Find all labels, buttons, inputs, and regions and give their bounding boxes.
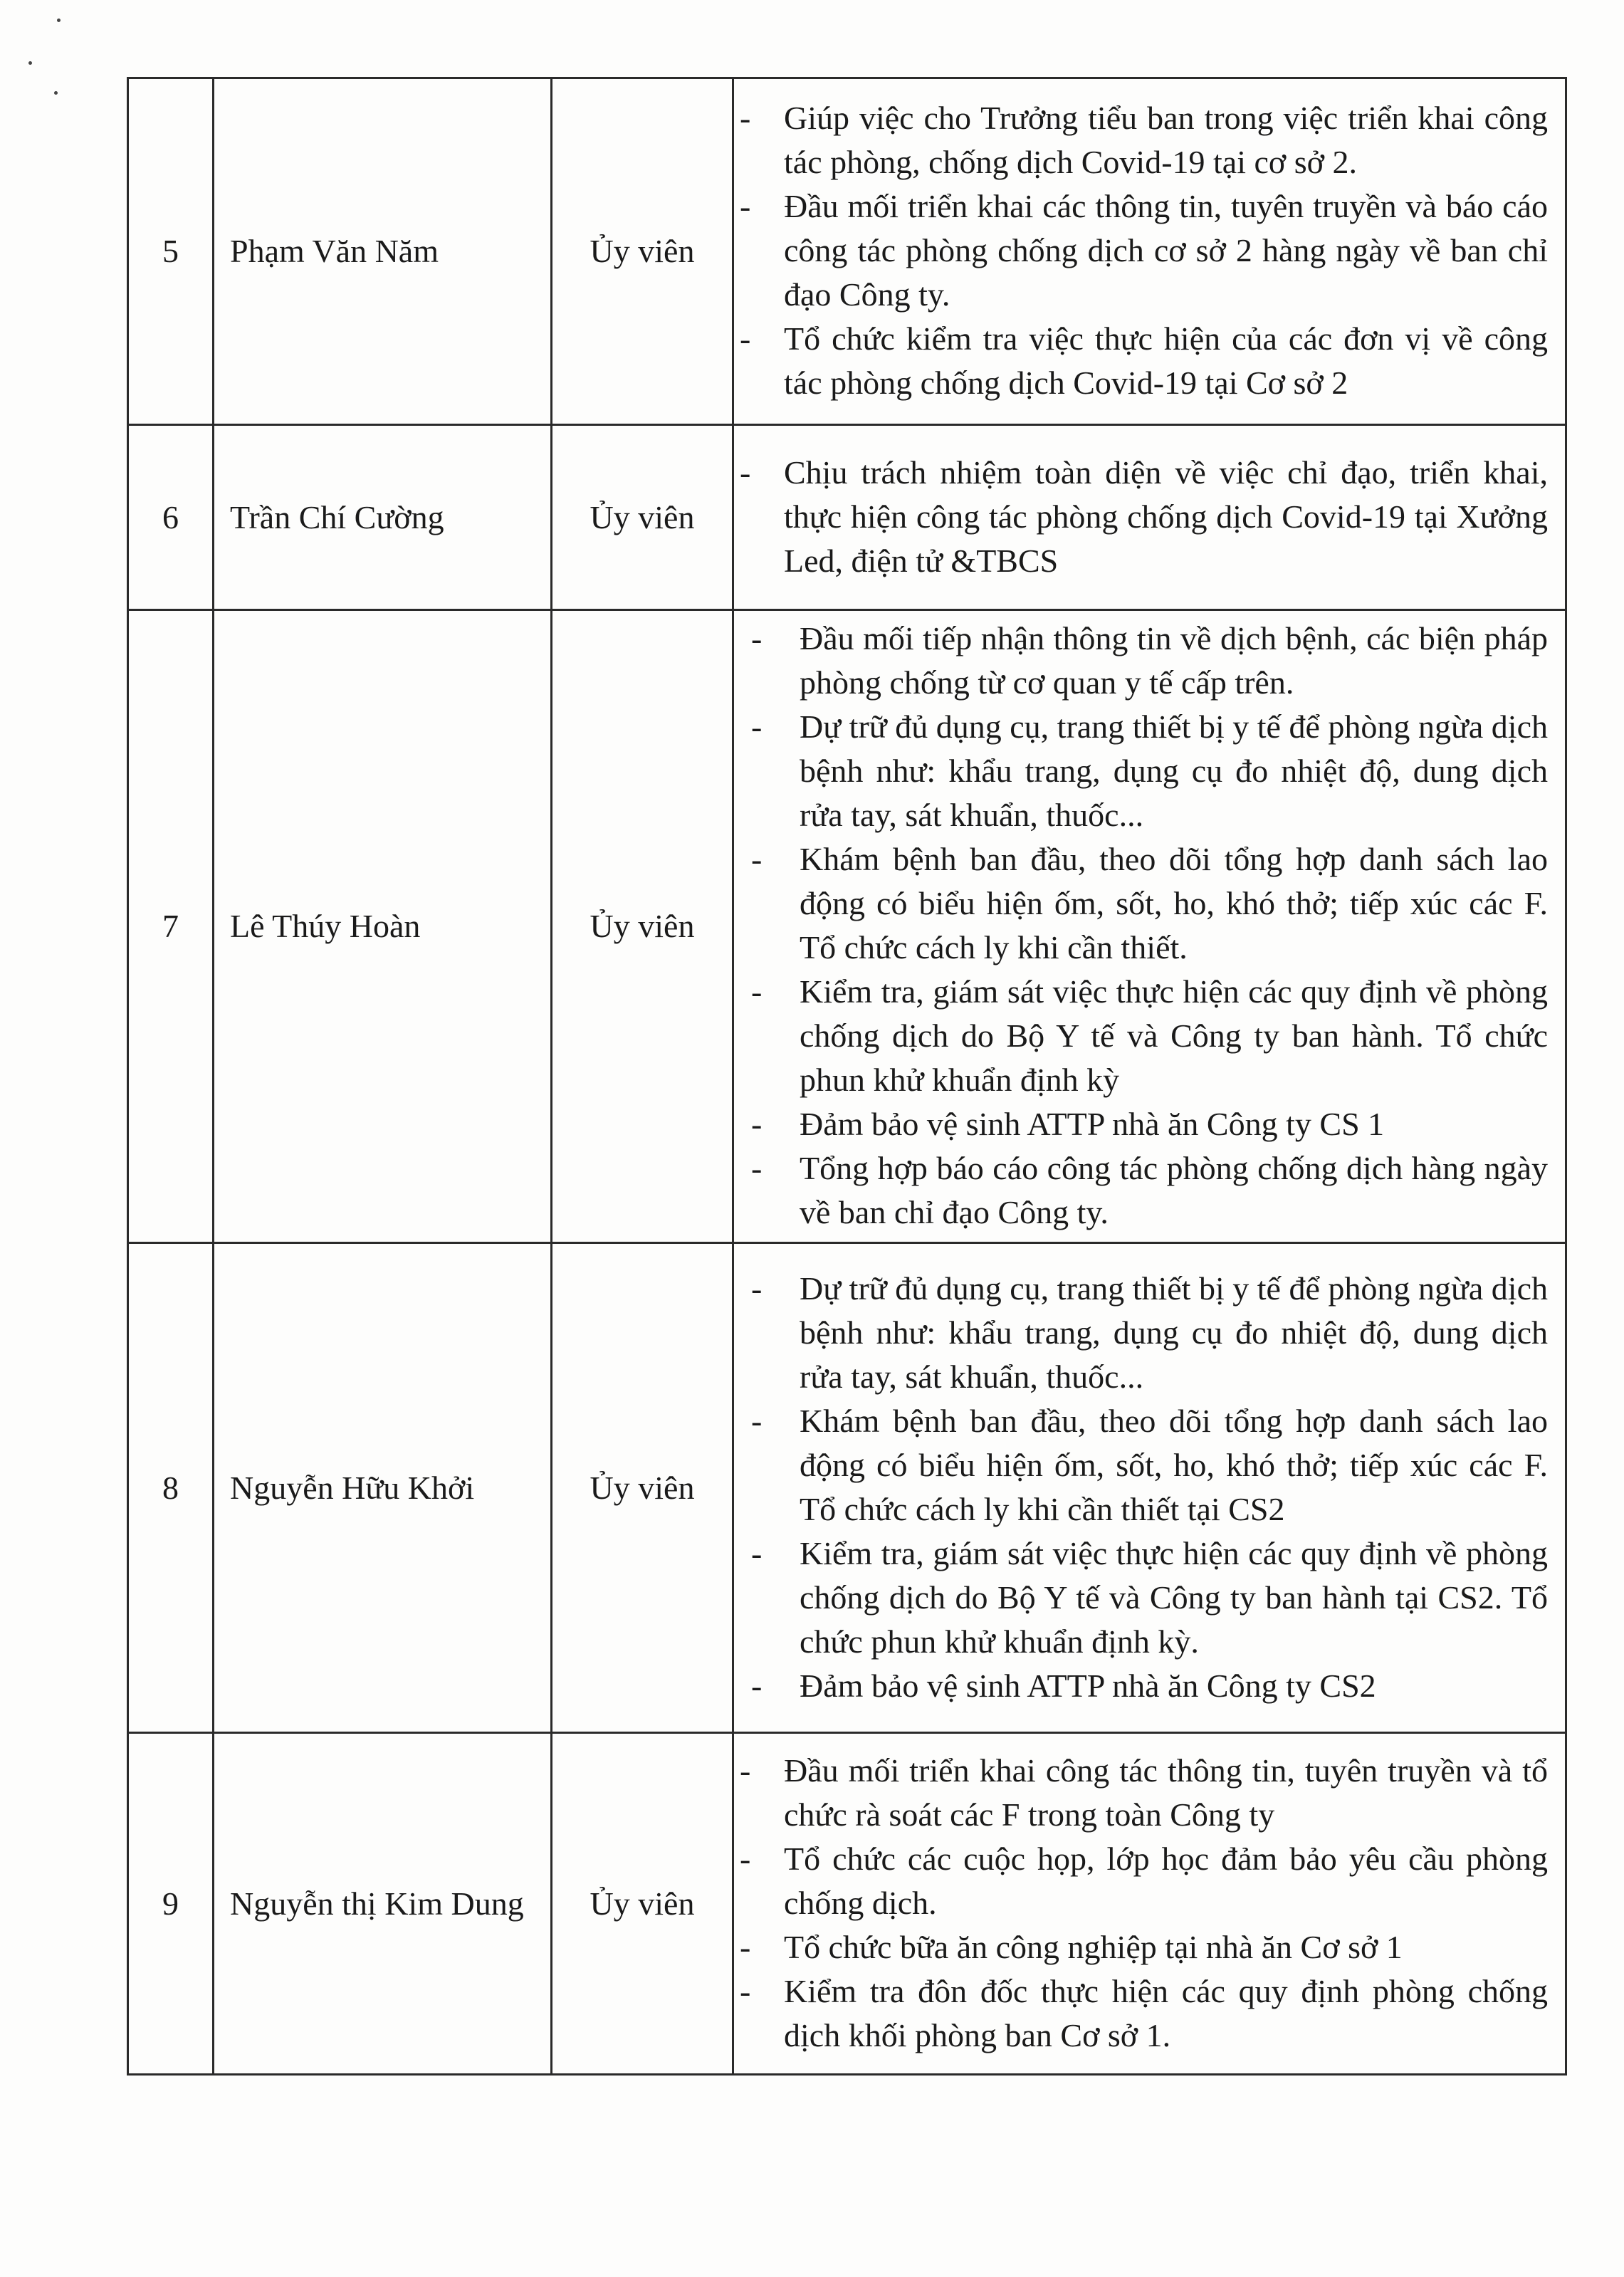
task-list (740, 1749, 1548, 2058)
duty-cell (733, 1243, 1566, 1733)
row-number: 5 (128, 78, 214, 425)
task-list (744, 617, 1548, 1235)
member-role: Ủy viên (552, 1243, 733, 1733)
table-row (128, 425, 1566, 610)
task-item (740, 1925, 1548, 1969)
duty-cell (733, 425, 1566, 610)
task-item (744, 1399, 1548, 1532)
task-item (744, 970, 1548, 1102)
task-item (740, 96, 1548, 184)
scan-speck (54, 91, 58, 95)
task-item (744, 1102, 1548, 1146)
task-item (740, 317, 1548, 405)
row-number: 9 (128, 1733, 214, 2075)
task-item (744, 705, 1548, 837)
task-text: Kiểm tra, giám sát việc thực hiện các quy định về phòng chống dịch do Bộ Y tế và Công ty ban hành. Tổ chức phun khử khuẩn định kỳ (800, 973, 1548, 1098)
task-text: Đầu mối tiếp nhận thông tin về dịch bệnh, các biện pháp phòng chống từ cơ quan y tế cấp trên. (800, 620, 1548, 701)
bullet-dash: - (751, 620, 763, 656)
bullet-dash: - (751, 1534, 763, 1571)
bullet-dash: - (751, 1150, 763, 1186)
task-list (744, 1267, 1548, 1708)
table-row (128, 1243, 1566, 1733)
task-text: Khám bệnh ban đầu, theo dõi tổng hợp danh sách lao động có biểu hiện ốm, sốt, ho, khó thở; tiếp xúc các F. Tổ chức cách ly khi cần thiết. (800, 841, 1548, 965)
member-name: Phạm Văn Năm (214, 78, 552, 425)
task-text: Tổ chức các cuộc họp, lớp học đảm bảo yêu cầu phòng chống dịch. (784, 1840, 1548, 1921)
scan-speck (57, 19, 61, 22)
task-item (740, 1837, 1548, 1925)
task-item (740, 1969, 1548, 2058)
member-name: Lê Thúy Hoàn (214, 610, 552, 1243)
task-item (740, 451, 1548, 583)
member-role: Ủy viên (552, 78, 733, 425)
task-list (740, 451, 1548, 583)
bullet-dash: - (740, 1972, 751, 2009)
task-text: Khám bệnh ban đầu, theo dõi tổng hợp danh sách lao động có biểu hiện ốm, sốt, ho, khó thở; tiếp xúc các F. Tổ chức cách ly khi cần thiết tại CS2 (800, 1402, 1548, 1527)
task-item (744, 1664, 1548, 1708)
bullet-dash: - (751, 841, 763, 877)
bullet-dash: - (751, 1402, 763, 1439)
task-item (744, 837, 1548, 970)
duty-cell (733, 1733, 1566, 2075)
task-item (740, 184, 1548, 317)
bullet-dash: - (740, 1928, 751, 1965)
bullet-dash: - (740, 320, 751, 357)
bullet-dash: - (740, 454, 751, 491)
bullet-dash: - (740, 188, 751, 224)
member-name: Nguyễn Hữu Khởi (214, 1243, 552, 1733)
member-role: Ủy viên (552, 425, 733, 610)
bullet-dash: - (751, 973, 763, 1010)
duty-cell (733, 78, 1566, 425)
member-name: Trần Chí Cường (214, 425, 552, 610)
row-number: 7 (128, 610, 214, 1243)
bullet-dash: - (751, 1106, 763, 1142)
bullet-dash: - (740, 1752, 751, 1789)
task-text: Đảm bảo vệ sinh ATTP nhà ăn Công ty CS2 (800, 1667, 1376, 1704)
member-role: Ủy viên (552, 1733, 733, 2075)
bullet-dash: - (751, 1270, 763, 1307)
table-row (128, 78, 1566, 425)
bullet-dash: - (740, 1840, 751, 1877)
task-text: Dự trữ đủ dụng cụ, trang thiết bị y tế để phòng ngừa dịch bệnh như: khẩu trang, dụng cụ đo nhiệt độ, dung dịch rửa tay, sát khuẩn, thuốc... (800, 708, 1548, 833)
table-row (128, 1733, 1566, 2075)
task-item (744, 1267, 1548, 1399)
scan-speck (28, 61, 32, 65)
task-text: Giúp việc cho Trưởng tiểu ban trong việc triển khai công tác phòng, chống dịch Covid-19 tại cơ sở 2. (784, 100, 1548, 180)
bullet-dash: - (740, 100, 751, 136)
task-text: Kiểm tra, giám sát việc thực hiện các quy định về phòng chống dịch do Bộ Y tế và Công ty ban hành tại CS2. Tổ chức phun khử khuẩn định kỳ. (800, 1534, 1548, 1660)
task-list (740, 96, 1548, 405)
row-number: 6 (128, 425, 214, 610)
member-role: Ủy viên (552, 610, 733, 1243)
task-text: Chịu trách nhiệm toàn diện về việc chỉ đạo, triển khai, thực hiện công tác phòng chống dịch Covid-19 tại Xưởng Led, điện tử &TBCS (784, 454, 1548, 579)
table-row (128, 610, 1566, 1243)
member-name: Nguyễn thị Kim Dung (214, 1733, 552, 2075)
row-number: 8 (128, 1243, 214, 1733)
duty-assignment-table (127, 77, 1567, 2076)
task-text: Đầu mối triển khai các thông tin, tuyên truyền và báo cáo công tác phòng chống dịch cơ sở 2 hàng ngày về ban chỉ đạo Công ty. (784, 188, 1548, 313)
task-item (744, 1532, 1548, 1664)
task-item (740, 1749, 1548, 1837)
task-text: Tổ chức bữa ăn công nghiệp tại nhà ăn Cơ sở 1 (784, 1928, 1403, 1965)
task-text: Tổng hợp báo cáo công tác phòng chống dịch hàng ngày về ban chỉ đạo Công ty. (800, 1150, 1548, 1230)
task-item (744, 1146, 1548, 1235)
task-text: Kiểm tra đôn đốc thực hiện các quy định phòng chống dịch khối phòng ban Cơ sở 1. (784, 1972, 1548, 2053)
task-item (744, 617, 1548, 705)
duty-cell (733, 610, 1566, 1243)
task-text: Dự trữ đủ dụng cụ, trang thiết bị y tế để phòng ngừa dịch bệnh như: khẩu trang, dụng cụ đo nhiệt độ, dung dịch rửa tay, sát khuẩn, thuốc... (800, 1270, 1548, 1395)
task-text: Đầu mối triển khai công tác thông tin, tuyên truyền và tổ chức rà soát các F trong toàn Công ty (784, 1752, 1548, 1833)
bullet-dash: - (751, 708, 763, 745)
task-text: Tổ chức kiểm tra việc thực hiện của các đơn vị về công tác phòng chống dịch Covid-19 tại Cơ sở 2 (784, 320, 1548, 401)
task-text: Đảm bảo vệ sinh ATTP nhà ăn Công ty CS 1 (800, 1106, 1385, 1142)
bullet-dash: - (751, 1667, 763, 1704)
